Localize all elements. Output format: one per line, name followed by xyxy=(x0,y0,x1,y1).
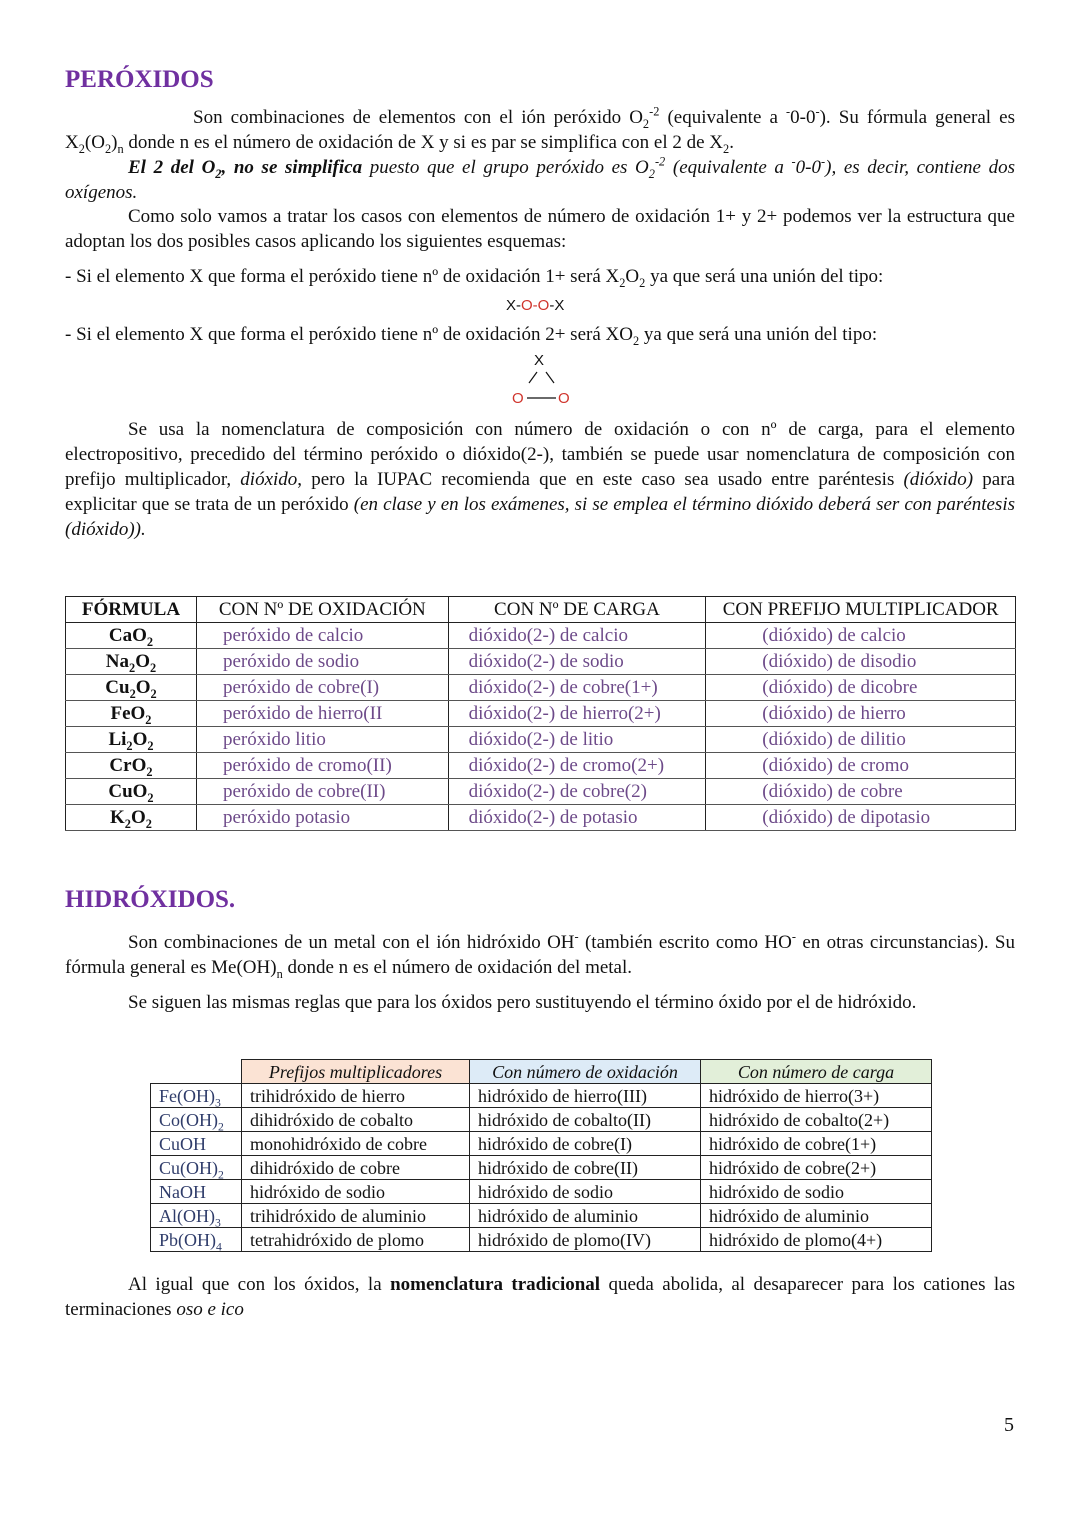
prefix-cell: tetrahidróxido de plomo xyxy=(242,1228,470,1252)
scheme-triangle: X O O xyxy=(512,352,570,407)
prefix-cell: (dióxido) de calcio xyxy=(706,623,1016,649)
hydroxide-table xyxy=(150,1059,932,1252)
oxidation-cell: hidróxido de cobalto(II) xyxy=(470,1108,701,1132)
formula-cell: CuO$_2$ xyxy=(66,779,197,805)
formula-cell: $Pb(OH)_4$ xyxy=(151,1228,242,1252)
charge-cell: hidróxido de cobre(2+) xyxy=(701,1156,932,1180)
charge-cell: hidróxido de aluminio xyxy=(701,1204,932,1228)
page-number: 5 xyxy=(1004,1414,1014,1436)
formula-cell: CrO$_2$ xyxy=(66,753,197,779)
oxidation-cell: peróxido litio xyxy=(196,727,448,753)
bullet-oxidation-1: - Si el elemento X que forma el peróxido tiene nº de oxidación 1+ será $X_2O_2$ ya que será una unión del tipo: xyxy=(65,266,884,290)
prefix-cell: monohidróxido de cobre xyxy=(242,1132,470,1156)
prefix-cell: (dióxido) de cromo xyxy=(706,753,1016,779)
table-row xyxy=(66,675,1016,701)
prefix-cell: (dióxido) de dicobre xyxy=(706,675,1016,701)
paragraph-definition: Son combinaciones de elementos con el ión peróxido $O_2^{-2}$ (equivalente a -0-0-). Su fórmula general es $X_2(O_2)_n$ donde n es el número de oxidación de X y si es par se simplifica con el 2 de $X_2$. xyxy=(65,104,1015,156)
oxidation-cell: hidróxido de hierro(III) xyxy=(470,1084,701,1108)
header-prefix: Prefijos multiplicadores xyxy=(242,1060,470,1084)
oxidation-cell: peróxido de cobre(I) xyxy=(196,675,448,701)
oxidation-cell: peróxido de calcio xyxy=(196,623,448,649)
peroxide-table xyxy=(65,596,1016,831)
paragraph-nomenclature: Se usa la nomenclatura de composición con número de oxidación o con nº de carga, para el elemento electropositivo, precedido del término peróxido o dióxido(2-), también se puede usar nomenclatura de composición con prefijo multiplicador, dióxido, pero la IUPAC recomienda que en este caso sea usado entre paréntesis (dióxido) para explicitar que se trata de un peróxido (en clase y en los exámenes, si se emplea el término dióxido deberá ser con paréntesis (dióxido)). xyxy=(65,419,1015,540)
charge-cell: dióxido(2-) de litio xyxy=(448,727,706,753)
formula-cell: $Fe(OH)_3$ xyxy=(151,1084,242,1108)
prefix-cell: (dióxido) de disodio xyxy=(706,649,1016,675)
prefix-cell: trihidróxido de aluminio xyxy=(242,1204,470,1228)
header-prefix: CON PREFIJO MULTIPLICADOR xyxy=(706,597,1016,623)
formula-cell: $Li_2O_2$ xyxy=(66,727,197,753)
header-charge: CON Nº DE CARGA xyxy=(448,597,706,623)
table-header-row xyxy=(151,1060,932,1084)
section-title-peroxidos: PERÓXIDOS xyxy=(65,66,214,93)
formula-cell: FeO$_2$ xyxy=(66,701,197,727)
table-row xyxy=(66,753,1016,779)
oxidation-cell: hidróxido de cobre(II) xyxy=(470,1156,701,1180)
formula-cell: $Na_2O_2$ xyxy=(66,649,197,675)
prefix-cell: hidróxido de sodio xyxy=(242,1180,470,1204)
oxidation-cell: peróxido de hierro(II xyxy=(196,701,448,727)
charge-cell: dióxido(2-) de sodio xyxy=(448,649,706,675)
paragraph-hydroxide-definition: Son combinaciones de un metal con el ión hidróxido OH- (también escrito como HO- en otras circunstancias). Su fórmula general es $Me(OH)_n$ donde n es el número de oxidación del metal. xyxy=(65,929,1015,981)
prefix-cell: dihidróxido de cobre xyxy=(242,1156,470,1180)
header-charge: Con número de carga xyxy=(701,1060,932,1084)
table-row xyxy=(151,1156,932,1180)
bullet-oxidation-2: - Si el elemento X que forma el peróxido tiene nº de oxidación 2+ será $XO_2$ ya que será una unión del tipo: xyxy=(65,324,878,348)
header-oxidation: Con número de oxidación xyxy=(470,1060,701,1084)
charge-cell: dióxido(2-) de cobre(2) xyxy=(448,779,706,805)
charge-cell: dióxido(2-) de potasio xyxy=(448,805,706,831)
oxidation-cell: peróxido de cobre(II) xyxy=(196,779,448,805)
formula-cell: NaOH xyxy=(151,1180,242,1204)
charge-cell: hidróxido de cobre(1+) xyxy=(701,1132,932,1156)
formula-cell: $Cu(OH)_2$ xyxy=(151,1156,242,1180)
charge-cell: dióxido(2-) de cromo(2+) xyxy=(448,753,706,779)
oxidation-cell: hidróxido de cobre(I) xyxy=(470,1132,701,1156)
oxidation-cell: peróxido de sodio xyxy=(196,649,448,675)
table-row xyxy=(66,701,1016,727)
table-row xyxy=(66,623,1016,649)
table-row xyxy=(151,1180,932,1204)
prefix-cell: (dióxido) de dilitio xyxy=(706,727,1016,753)
formula-cell: $Co(OH)_2$ xyxy=(151,1108,242,1132)
oxidation-cell: peróxido potasio xyxy=(196,805,448,831)
paragraph-schemes-intro: Como solo vamos a tratar los casos con elementos de número de oxidación 1+ y 2+ podemos ver la estructura que adoptan los dos posibles casos aplicando los siguientes esquemas: xyxy=(65,206,1015,252)
charge-cell: hidróxido de cobalto(2+) xyxy=(701,1108,932,1132)
charge-cell: dióxido(2-) de cobre(1+) xyxy=(448,675,706,701)
prefix-cell: (dióxido) de cobre xyxy=(706,779,1016,805)
table-row xyxy=(151,1228,932,1252)
paragraph-hydroxide-rules: Se siguen las mismas reglas que para los óxidos pero sustituyendo el término óxido por el de hidróxido. xyxy=(128,992,917,1013)
formula-cell: $Cu_2O_2$ xyxy=(66,675,197,701)
charge-cell: dióxido(2-) de calcio xyxy=(448,623,706,649)
table-row xyxy=(66,649,1016,675)
table-row xyxy=(66,805,1016,831)
paragraph-o2-note: El 2 del $O_2$, no se simplifica puesto que el grupo peróxido es $O_2^{-2}$ (equivalente a -0-0-), es decir, contiene dos oxígenos. xyxy=(65,154,1016,203)
section-title-hidroxidos: HIDRÓXIDOS. xyxy=(65,886,236,913)
header-oxidation: CON Nº DE OXIDACIÓN xyxy=(196,597,448,623)
formula-cell: CaO$_2$ xyxy=(66,623,197,649)
prefix-cell: dihidróxido de cobalto xyxy=(242,1108,470,1132)
prefix-cell: trihidróxido de hierro xyxy=(242,1084,470,1108)
formula-cell: $Al(OH)_3$ xyxy=(151,1204,242,1228)
paragraph-traditional-nomenclature: Al igual que con los óxidos, la nomenclatura tradicional queda abolida, al desaparecer para los cationes las terminaciones oso e ico xyxy=(65,1274,1015,1320)
prefix-cell: (dióxido) de hierro xyxy=(706,701,1016,727)
charge-cell: dióxido(2-) de hierro(2+) xyxy=(448,701,706,727)
table-row xyxy=(66,727,1016,753)
table-row xyxy=(151,1084,932,1108)
charge-cell: hidróxido de sodio xyxy=(701,1180,932,1204)
table-row xyxy=(151,1204,932,1228)
oxidation-cell: hidróxido de sodio xyxy=(470,1180,701,1204)
table-row xyxy=(66,779,1016,805)
scheme-x-o-o-x: X-O-O-X xyxy=(506,297,565,314)
header-empty xyxy=(151,1060,242,1084)
table-row xyxy=(151,1132,932,1156)
table-header-row xyxy=(66,597,1016,623)
oxidation-cell: hidróxido de plomo(IV) xyxy=(470,1228,701,1252)
prefix-cell: (dióxido) de dipotasio xyxy=(706,805,1016,831)
oxidation-cell: peróxido de cromo(II) xyxy=(196,753,448,779)
formula-cell: $K_2O_2$ xyxy=(66,805,197,831)
table-row xyxy=(151,1108,932,1132)
oxidation-cell: hidróxido de aluminio xyxy=(470,1204,701,1228)
formula-cell: CuOH xyxy=(151,1132,242,1156)
header-formula: FÓRMULA xyxy=(66,597,197,623)
charge-cell: hidróxido de hierro(3+) xyxy=(701,1084,932,1108)
charge-cell: hidróxido de plomo(4+) xyxy=(701,1228,932,1252)
